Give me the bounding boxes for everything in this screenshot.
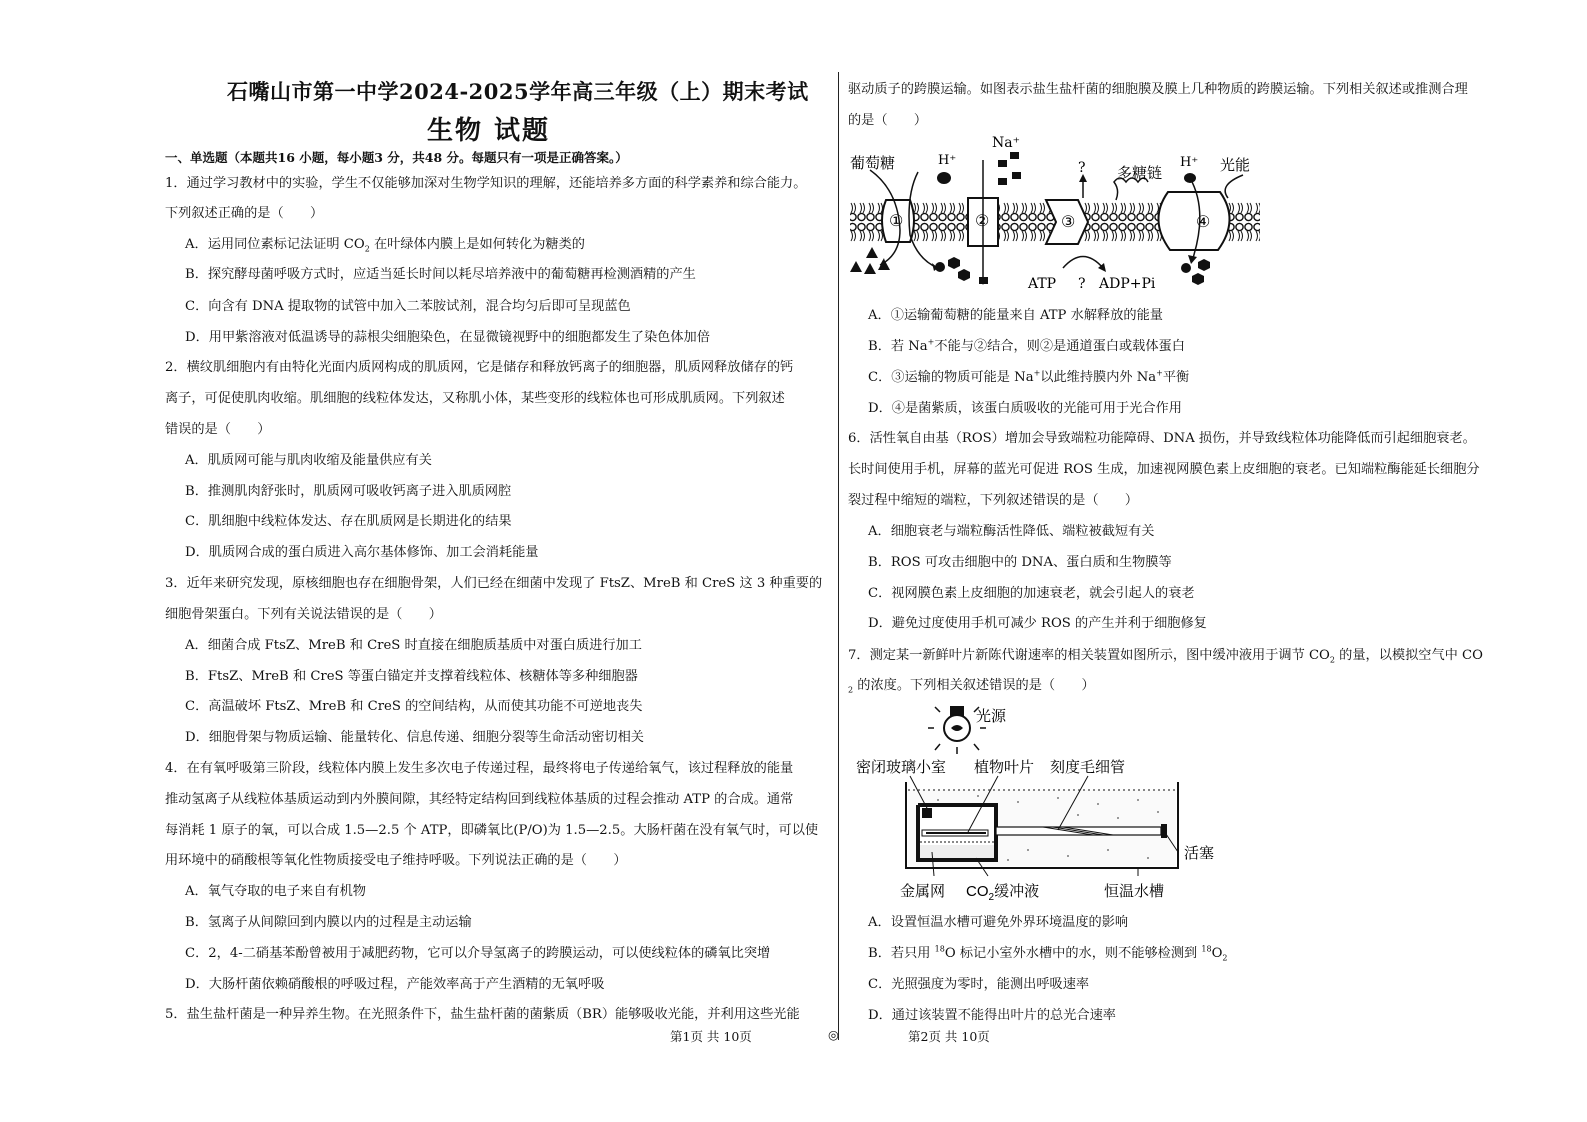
q3-stem: 细胞骨架蛋白。下列有关说法错误的是（ ）	[165, 607, 442, 622]
q7-option-d: D．通过该装置不能得出叶片的总光合速率	[868, 1008, 1116, 1023]
glass-chamber	[918, 805, 996, 860]
metal-mesh-label: 金属网	[900, 883, 946, 900]
q4-stem: 每消耗 1 原子的氧，可以合成 1.5—2.5 个 ATP，即磷氧比(P/O)为 1.5—2.5。大肠杆菌在没有氧气时，可以使	[165, 823, 819, 838]
q3-stem: 3．近年来研究发现，原核细胞也存在细胞骨架，人们已经在细菌中发现了 FtsZ、MreB 和 CreS 这 3 种重要的	[165, 576, 823, 591]
q1-option-c: C．向含有 DNA 提取物的试管中加入二苯胺试剂，混合均匀后即可呈现蓝色	[185, 299, 631, 314]
chamber-label: 密闭玻璃小室	[856, 759, 947, 776]
q5-option-d: D．④是菌紫质，该蛋白质吸收的光能可用于光合作用	[868, 401, 1182, 416]
q4-option-b: B．氢离子从间隙回到内膜以内的过程是主动运输	[185, 915, 472, 930]
q5-option-a: A．①运输葡萄糖的能量来自 ATP 水解释放的能量	[868, 308, 1163, 323]
q2-stem: 离子，可促使肌肉收缩。肌细胞的线粒体发达，又称肌小体，某些变形的线粒体也可形成肌质网。下列叙述	[165, 391, 785, 406]
glucose-label: 葡萄糖	[850, 155, 896, 172]
q1-option-a: A．运用同位素标记法证明 $CO_2$ 在叶绿体内膜上是如何转化为糖类的	[185, 237, 585, 254]
water-bath-label: 恒温水槽	[1104, 883, 1165, 900]
q4-stem: 用环境中的硝酸根等氧化性物质接受电子维持呼吸。下列说法正确的是（ ）	[165, 853, 627, 868]
piston-label: 活塞	[1184, 845, 1215, 862]
q4-stem: 4．在有氧呼吸第三阶段，线粒体内膜上发生多次电子传递过程，最终将电子传递给氧气，该过程释放的能量	[165, 761, 794, 776]
subject-title: 生物 试题	[427, 116, 551, 146]
q3-option-b: B．FtsZ、MreB 和 CreS 等蛋白锚定并支撑着线粒体、核糖体等多种细胞器	[185, 669, 638, 684]
question-label-bottom: ?	[1078, 276, 1086, 292]
membrane-transport-figure	[848, 130, 1268, 295]
q2-stem: 2．横纹肌细胞内有由特化光面内质网构成的肌质网，它是储存和释放钙离子的细胞器，肌质网释放储存的钙	[165, 360, 794, 375]
q6-stem: 裂过程中缩短的端粒，下列叙述错误的是（ ）	[848, 493, 1139, 508]
svg-text:①: ①	[889, 211, 904, 230]
page-number-1: 第1页 共 10页	[670, 1029, 752, 1044]
svg-text:④: ④	[1196, 212, 1211, 231]
q5-option-c: C．③运输的物质可能是 Na+以此维持膜内外 Na+平衡	[868, 368, 1190, 385]
q2-option-a: A．肌质网可能与肌肉收缩及能量供应有关	[185, 453, 432, 468]
q1-stem: 1．通过学习教材中的实验，学生不仅能够加深对生物学知识的理解，还能培养多方面的科学素养和综合能力。	[165, 176, 807, 191]
buffer-label: $CO_2$缓冲液	[966, 883, 1040, 903]
h-label-1: H⁺	[938, 153, 957, 168]
q4-stem: 推动氢离子从线粒体基质运动到内外膜间隙，其经特定结构回到线粒体基质的过程会推动 ATP 的合成。通常	[165, 792, 794, 807]
q7-option-c: C．光照强度为零时，能测出呼吸速率	[868, 977, 1090, 992]
q4-option-a: A．氧气夺取的电子来自有机物	[185, 884, 366, 899]
q6-option-b: B．ROS 可攻击细胞中的 DNA、蛋白质和生物膜等	[868, 555, 1172, 570]
q6-option-a: A．细胞衰老与端粒酶活性降低、端粒被截短有关	[868, 524, 1155, 539]
q7-stem: 7．测定某一新鲜叶片新陈代谢速率的相关装置如图所示，图中缓冲液用于调节 $CO_2$ 的量，以模拟空气中 CO	[848, 648, 1483, 665]
exam-title: 石嘴山市第一中学2024-2025学年高三年级（上）期末考试	[227, 79, 809, 104]
svg-text:②: ②	[975, 211, 990, 230]
leaf-label: 植物叶片	[974, 759, 1035, 776]
q7-stem: $_2$ 的浓度。下列相关叙述错误的是（ ）	[848, 678, 1095, 695]
q2-option-b: B．推测肌肉舒张时，肌质网可吸收钙离子进入肌质网腔	[185, 484, 512, 499]
q6-stem: 6．活性氧自由基（ROS）增加会导致端粒功能障碍、DNA 损伤，并导致线粒体功能降低而引起细胞衰老。	[848, 431, 1476, 446]
atp-label: ATP	[1028, 276, 1057, 292]
q4-option-c: C．2，4-二硝基苯酚曾被用于减肥药物，它可以介导氢离子的跨膜运动，可以使线粒体的磷氧比突增	[185, 946, 771, 961]
light-energy-label: 光能	[1220, 157, 1251, 174]
q1-stem: 下列叙述正确的是（ ）	[165, 206, 324, 221]
h-label-2: H⁺	[1180, 155, 1199, 170]
light-source-label: 光源	[976, 708, 1007, 725]
capillary-label: 刻度毛细管	[1050, 759, 1126, 776]
q2-option-d: D．肌质网合成的蛋白质进入高尔基体修饰、加工会消耗能量	[185, 545, 539, 560]
q6-option-d: D．避免过度使用手机可减少 ROS 的产生并利于细胞修复	[868, 616, 1207, 631]
q5-stem: 的是（ ）	[848, 113, 928, 128]
svg-text:③: ③	[1061, 212, 1076, 231]
adp-label: ADP+Pi	[1099, 276, 1156, 292]
question-label-top: ?	[1078, 160, 1086, 176]
q6-stem: 长时间使用手机，屏幕的蓝光可促进 ROS 生成，加速视网膜色素上皮细胞的衰老。已知端粒酶能延长细胞分	[848, 462, 1480, 477]
q3-option-c: C．高温破坏 FtsZ、MreB 和 CreS 的空间结构，从而使其功能不可逆地丧失	[185, 699, 643, 714]
q7-option-b: B．若只用 $^{18}$O 标记小室外水槽中的水，则不能够检测到 $^{18}O_2$	[868, 944, 1228, 963]
protein-4	[1158, 175, 1243, 264]
apparatus-figure	[848, 700, 1268, 910]
column-divider	[838, 72, 839, 1040]
q3-option-d: D．细胞骨架与物质运输、能量转化、信息传递、细胞分裂等生命活动密切相关	[185, 730, 644, 745]
q6-option-c: C．视网膜色素上皮细胞的加速衰老，就会引起人的衰老	[868, 586, 1195, 601]
na-label: Na⁺	[992, 135, 1020, 151]
q4-option-d: D．大肠杆菌依赖硝酸根的呼吸过程，产能效率高于产生酒精的无氧呼吸	[185, 977, 605, 992]
q1-option-d: D．用甲紫溶液对低温诱导的蒜根尖细胞染色，在显微镜视野中的细胞都发生了染色体加倍	[185, 330, 710, 345]
protein-2	[968, 160, 998, 285]
q2-option-c: C．肌细胞中线粒体发达、存在肌质网是长期进化的结果	[185, 514, 512, 529]
q5-stem: 5．盐生盐杆菌是一种异养生物。在光照条件下，盐生盐杆菌的菌紫质（BR）能够吸收光能，并利用这些光能	[165, 1007, 800, 1022]
center-mark: ◎	[828, 1027, 839, 1042]
q2-stem: 错误的是（ ）	[165, 422, 271, 437]
q1-option-b: B．探究酵母菌呼吸方式时，应适当延长时间以耗尽培养液中的葡萄糖再检测酒精的产生	[185, 267, 696, 282]
q5-stem: 驱动质子的跨膜运输。如图表示盐生盐杆菌的细胞膜及膜上几种物质的跨膜运输。下列相关叙述或推测合理	[848, 82, 1468, 97]
polysaccharide-label: 多糖链	[1117, 165, 1163, 182]
section-heading: 一、单选题（本题共16 小题，每小题3 分，共48 分。每题只有一项是正确答案。）	[165, 150, 628, 165]
q3-option-a: A．细菌合成 FtsZ、MreB 和 CreS 时直接在细胞质基质中对蛋白质进行加工	[185, 638, 642, 653]
q7-option-a: A．设置恒温水槽可避免外界环境温度的影响	[868, 915, 1129, 930]
page-number-2: 第2页 共 10页	[908, 1029, 990, 1044]
q5-option-b: B．若 Na+不能与②结合，则②是通道蛋白或载体蛋白	[868, 337, 1185, 354]
